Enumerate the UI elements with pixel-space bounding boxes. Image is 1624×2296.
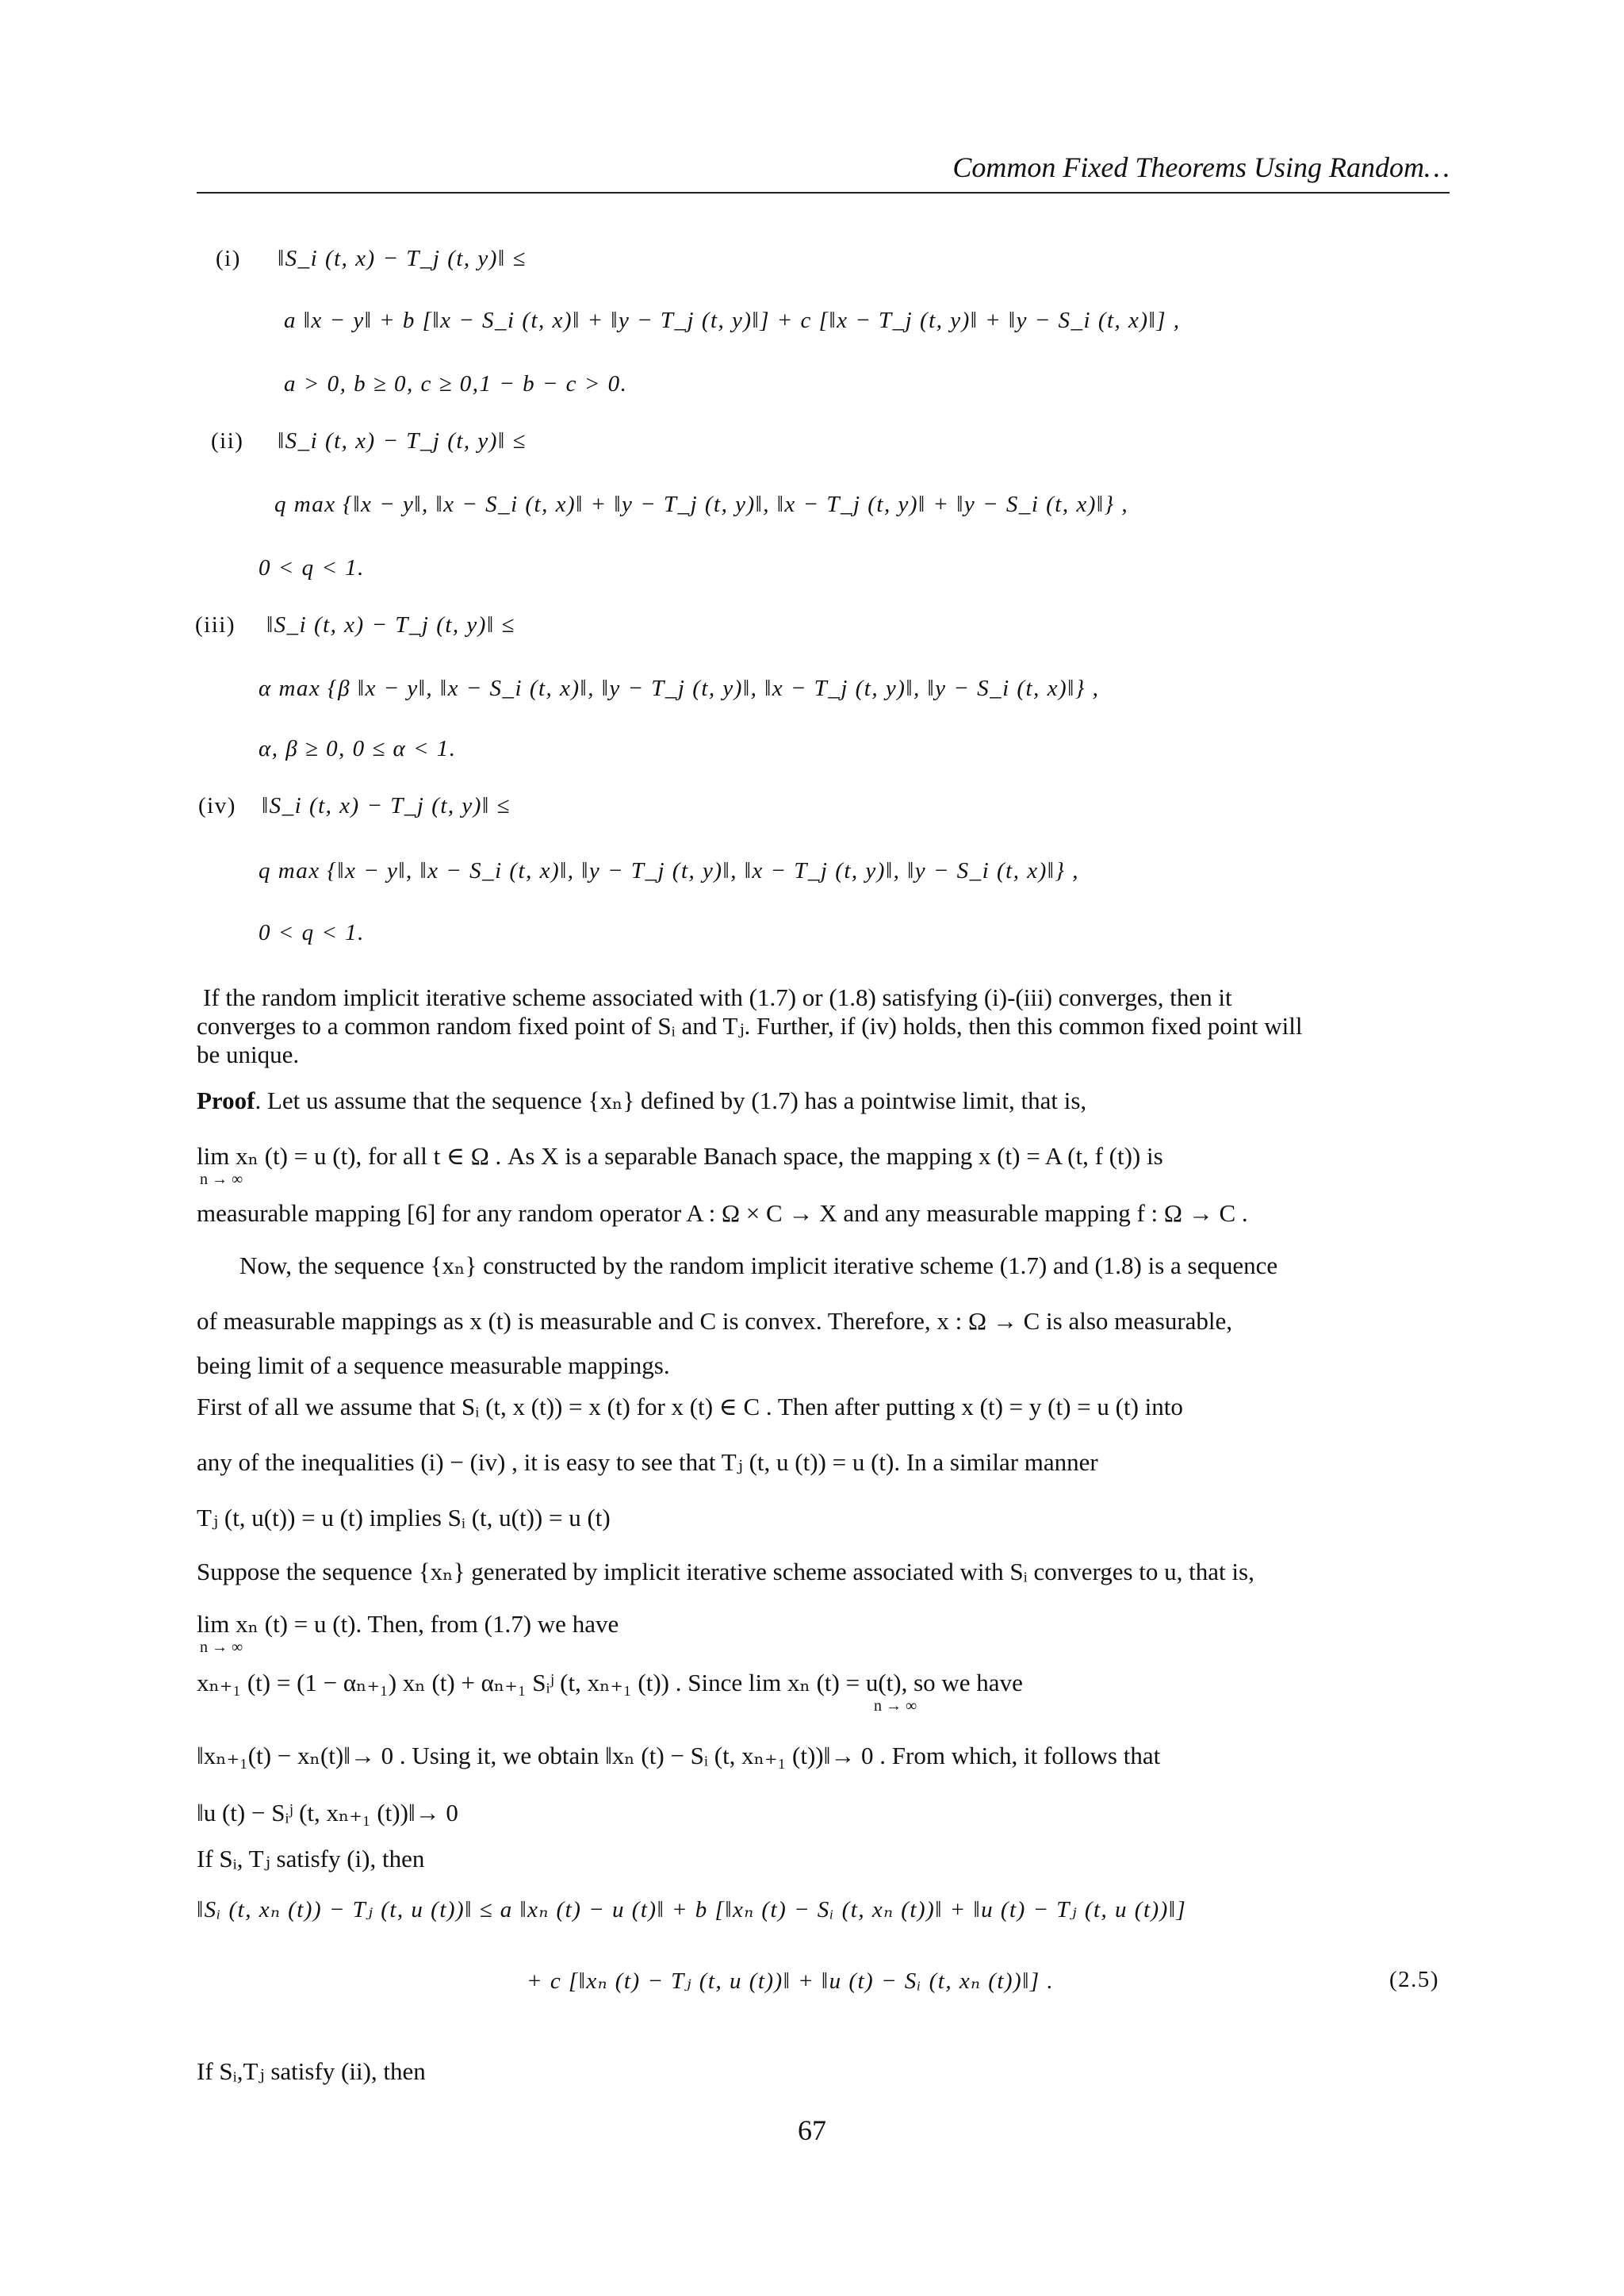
limit-subscript: n → ∞ (200, 1171, 243, 1188)
paragraph-line: Tⱼ (t, u(t)) = u (t) implies Sᵢ (t, u(t)) = u (t) (197, 1504, 611, 1531)
paragraph-line: converges to a common random fixed point of Sᵢ and Tⱼ. Further, if (iv) holds, then this common fixed point will (197, 1012, 1303, 1040)
proof-line: lim xₙ (t) = u (t), for all t ∈ Ω . As X is a separable Banach space, the mapping x (t) = A (t, f (t)) is (197, 1142, 1163, 1170)
condition-iv-lhs: ‖S_i (t, x) − T_j (t, y)‖ ≤ (262, 793, 511, 818)
equation-2-5-line1: ‖Sᵢ (t, xₙ (t)) − Tⱼ (t, u (t))‖ ≤ a ‖xₙ (t) − u (t)‖ + b [‖xₙ (t) − Sᵢ (t, xₙ (t))‖ + ‖u (t) − Tⱼ (t, u (t))‖] (197, 1897, 1187, 1922)
limit-subscript: n → ∞ (200, 1639, 243, 1656)
condition-iii-constraint: α, β ≥ 0, 0 ≤ α < 1. (259, 736, 457, 761)
page-number: 67 (798, 2114, 826, 2146)
paragraph-line: xₙ₊₁ (t) = (1 − αₙ₊₁) xₙ (t) + αₙ₊₁ Sᵢʲ (t, xₙ₊₁ (t)) . Since lim xₙ (t) = u(t), so we have (197, 1669, 1023, 1696)
condition-i-label: (i) (216, 246, 241, 271)
paragraph-line: ‖u (t) − Sᵢʲ (t, xₙ₊₁ (t))‖→ 0 (197, 1799, 458, 1826)
equation-number: (2.5) (1389, 1967, 1440, 1992)
condition-iv-label: (iv) (198, 793, 236, 818)
condition-iii-rhs: α max {β ‖x − y‖, ‖x − S_i (t, x)‖, ‖y − T_j (t, y)‖, ‖x − T_j (t, y)‖, ‖y − S_i (t, x)‖} , (259, 676, 1100, 701)
paragraph-line: If Sᵢ,Tⱼ satisfy (ii), then (197, 2057, 426, 2085)
paragraph-line: Now, the sequence {xₙ} constructed by the random implicit iterative scheme (1.7) and (1.8) is a sequence (239, 1251, 1278, 1279)
proof-label: Proof (197, 1087, 255, 1114)
condition-ii-rhs: q max {‖x − y‖, ‖x − S_i (t, x)‖ + ‖y − T_j (t, y)‖, ‖x − T_j (t, y)‖ + ‖y − S_i (t, x)‖} , (274, 492, 1129, 517)
limit-subscript: n → ∞ (874, 1697, 917, 1715)
paragraph-line: lim xₙ (t) = u (t). Then, from (1.7) we have (197, 1610, 619, 1638)
condition-ii-label: (ii) (211, 428, 244, 454)
condition-i-constraint: a > 0, b ≥ 0, c ≥ 0,1 − b − c > 0. (284, 371, 628, 397)
proof-line (197, 1087, 1086, 1115)
equation-2-5-line2: + c [‖xₙ (t) − Tⱼ (t, u (t))‖ + ‖u (t) − Sᵢ (t, xₙ (t))‖] . (527, 1968, 1055, 1994)
condition-i-rhs: a ‖x − y‖ + b [‖x − S_i (t, x)‖ + ‖y − T_j (t, y)‖] + c [‖x − T_j (t, y)‖ + ‖y − S_i (t, x)‖] , (284, 308, 1181, 333)
condition-iii-lhs: ‖S_i (t, x) − T_j (t, y)‖ ≤ (266, 612, 515, 638)
proof-line: measurable mapping [6] for any random operator A : Ω × C → X and any measurable mapping f : Ω → C . (197, 1199, 1248, 1227)
condition-iv-rhs: q max {‖x − y‖, ‖x − S_i (t, x)‖, ‖y − T_j (t, y)‖, ‖x − T_j (t, y)‖, ‖y − S_i (t, x)‖} , (259, 858, 1079, 884)
paragraph-line: If Sᵢ, Tⱼ satisfy (i), then (197, 1845, 425, 1872)
paragraph-line: being limit of a sequence measurable mappings. (197, 1351, 670, 1379)
paragraph-line: ‖xₙ₊₁(t) − xₙ(t)‖→ 0 . Using it, we obtain ‖xₙ (t) − Sᵢ (t, xₙ₊₁ (t))‖→ 0 . From which, it follows that (197, 1742, 1161, 1769)
condition-i-lhs: ‖S_i (t, x) − T_j (t, y)‖ ≤ (278, 246, 527, 271)
paragraph-line: If the random implicit iterative scheme associated with (1.7) or (1.8) satisfying (i)-(iii) converges, then it (203, 983, 1232, 1011)
condition-iv-constraint: 0 < q < 1. (259, 920, 365, 945)
running-header: Common Fixed Theorems Using Random… (952, 151, 1450, 183)
header-rule (197, 192, 1450, 194)
proof-line-text: . Let us assume that the sequence {xₙ} defined by (1.7) has a pointwise limit, that is, (255, 1087, 1087, 1114)
paragraph-line: Suppose the sequence {xₙ} generated by implicit iterative scheme associated with Sᵢ converges to u, that is, (197, 1558, 1254, 1585)
paragraph-line: be unique. (197, 1041, 300, 1068)
condition-iii-label: (iii) (195, 612, 236, 638)
paragraph-line: of measurable mappings as x (t) is measurable and C is convex. Therefore, x : Ω → C is also measurable, (197, 1307, 1233, 1335)
paragraph-line: First of all we assume that Sᵢ (t, x (t)) = x (t) for x (t) ∈ C . Then after putting x (t) = y (t) = u (t) into (197, 1393, 1183, 1420)
condition-ii-lhs: ‖S_i (t, x) − T_j (t, y)‖ ≤ (278, 428, 527, 454)
paragraph-line: any of the inequalities (i) − (iv) , it is easy to see that Tⱼ (t, u (t)) = u (t). In a similar manner (197, 1448, 1098, 1476)
condition-ii-constraint: 0 < q < 1. (259, 555, 365, 581)
